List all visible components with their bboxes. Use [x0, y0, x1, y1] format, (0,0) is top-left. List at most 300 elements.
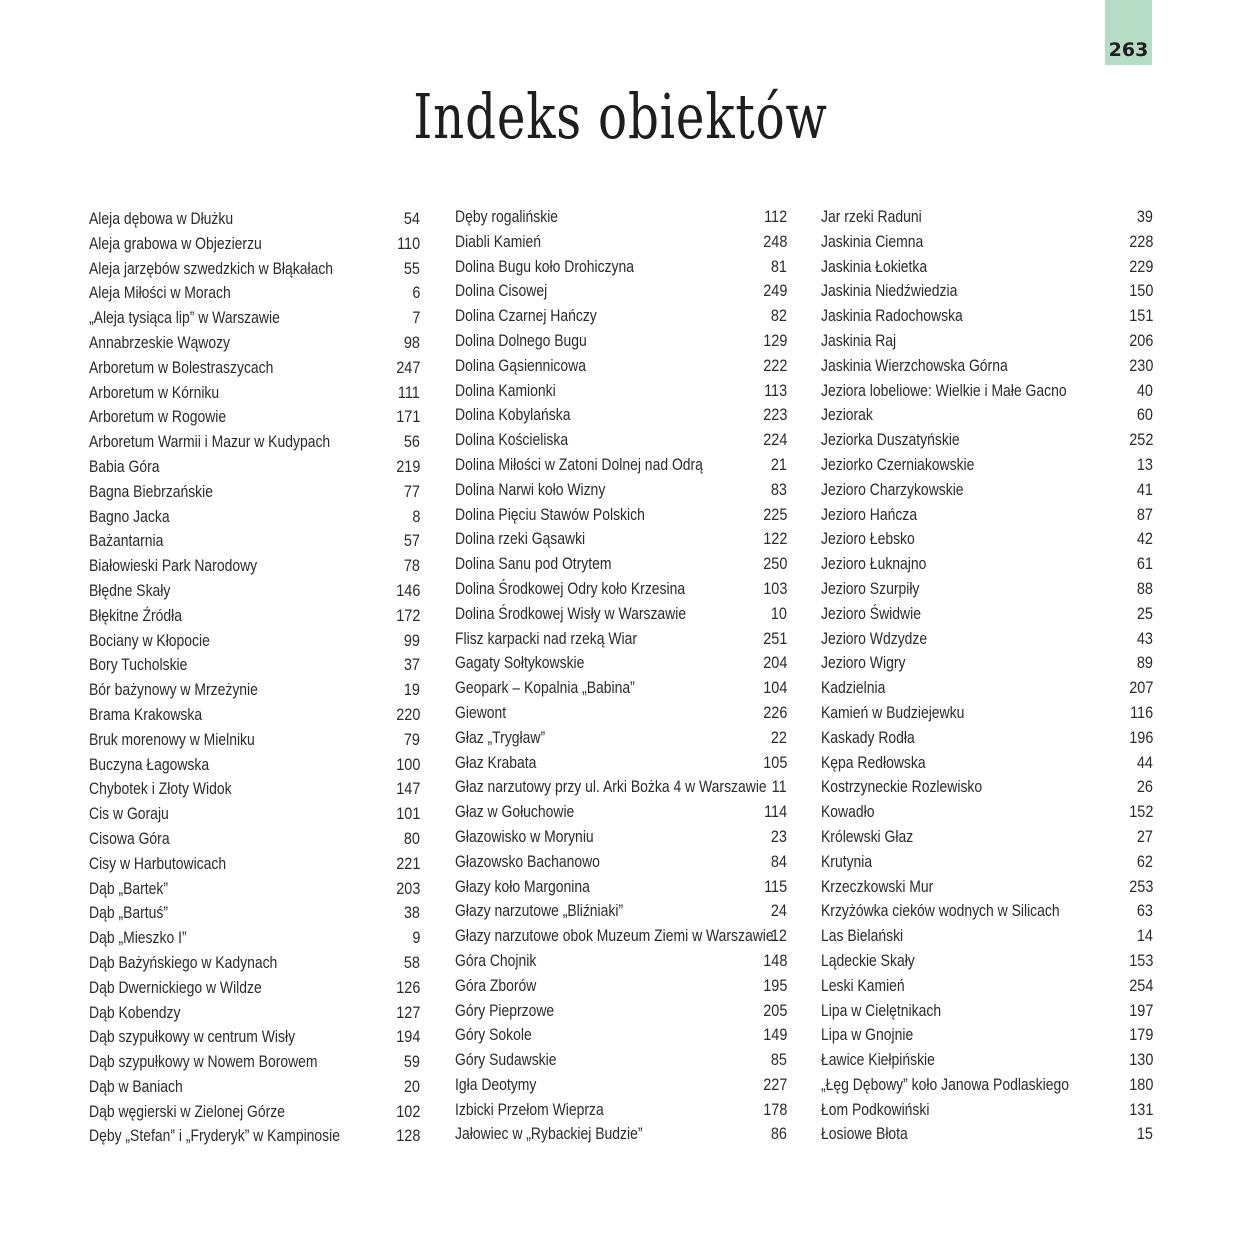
- index-entry-page: 122: [762, 529, 787, 549]
- index-entry-name: Bagno Jacka: [89, 506, 170, 526]
- index-entry-name: Jezioro Łuknajno: [821, 554, 927, 574]
- index-entry-page: 178: [762, 1099, 787, 1119]
- index-entry-name: Głaz narzutowy przy ul. Arki Bożka 4 w Warszawie: [455, 777, 767, 797]
- index-entry: [455, 454, 787, 479]
- index-entry: [89, 729, 420, 754]
- index-entry: [455, 776, 787, 801]
- index-entry-name: Jeziorak: [821, 405, 873, 425]
- index-entry-page: 39: [1136, 207, 1153, 226]
- index-entry-name: Dąb węgierski w Zielonej Górze: [89, 1101, 286, 1121]
- index-entry-page: 22: [770, 727, 787, 747]
- index-entry-name: Jeziorka Duszatyńskie: [821, 430, 960, 450]
- index-entry-name: „Łęg Dębowy” koło Janowa Podlaskiego: [821, 1074, 1069, 1094]
- index-entry: [455, 578, 787, 603]
- index-entry: [89, 530, 420, 555]
- index-entry-page: 114: [763, 802, 787, 822]
- index-entry-name: Jaskinia Raj: [821, 330, 897, 350]
- index-entry-name: Głazy narzutowe „Bliźniaki”: [455, 901, 624, 921]
- index-entry: [89, 704, 420, 729]
- index-entry: [821, 429, 1153, 454]
- index-entry: [89, 233, 420, 258]
- index-entry-name: Głaz Krabata: [455, 752, 537, 772]
- index-entry-page: 179: [1128, 1025, 1153, 1045]
- index-column-3: [821, 206, 1153, 1148]
- index-entry-name: Dolina Kobylańska: [455, 405, 571, 425]
- index-entry-page: 12: [770, 926, 787, 946]
- index-entry-page: 247: [395, 357, 420, 377]
- index-entry-page: 40: [1136, 380, 1153, 400]
- index-entry-page: 230: [1128, 355, 1153, 375]
- index-entry-page: 221: [395, 853, 420, 873]
- index-entry-page: 128: [395, 1126, 420, 1146]
- index-entry-page: 55: [403, 258, 420, 278]
- index-entry-page: 126: [395, 977, 420, 997]
- index-entry-name: Arboretum w Bolestraszycach: [89, 357, 274, 377]
- index-entry-name: Arboretum Warmii i Mazur w Kudypach: [89, 432, 331, 452]
- index-entry-page: 219: [395, 456, 420, 476]
- index-entry-page: 249: [762, 281, 787, 301]
- index-entry-name: Flisz karpacki nad rzeką Wiar: [455, 628, 638, 648]
- index-entry-name: Jezioro Charzykowskie: [821, 479, 964, 499]
- index-entry: [89, 902, 420, 927]
- index-entry: [821, 1123, 1153, 1148]
- index-entry-page: 26: [1136, 777, 1153, 797]
- index-entry-name: Dąb „Mieszko I”: [89, 928, 187, 948]
- index-entry: [821, 776, 1153, 801]
- index-entry: [89, 952, 420, 977]
- index-entry-page: 62: [1136, 851, 1153, 871]
- index-entry-name: Jaskinia Ciemna: [821, 231, 924, 251]
- index-entry-name: Łom Podkowiński: [821, 1099, 930, 1119]
- index-entry: [821, 380, 1153, 405]
- index-entry-name: Dąb Dwernickiego w Wildze: [89, 977, 262, 997]
- index-entry-page: 54: [403, 209, 420, 228]
- index-entry: [89, 406, 420, 431]
- index-entry-page: 248: [762, 231, 787, 251]
- index-entry-page: 21: [770, 454, 787, 474]
- index-entry: [89, 1125, 420, 1150]
- index-entry-page: 220: [395, 704, 420, 724]
- index-entry: [821, 851, 1153, 876]
- index-entry-name: Aleja grabowa w Objezierzu: [89, 233, 262, 253]
- index-entry-name: Jezioro Wdzydze: [821, 628, 928, 648]
- index-entry-page: 13: [1136, 454, 1153, 474]
- index-entry-name: Góry Sudawskie: [455, 1050, 557, 1070]
- index-entry-name: Kaskady Rodła: [821, 727, 915, 747]
- index-entry-name: Dolina Czarnej Hańczy: [455, 306, 597, 326]
- index-entry: [455, 1000, 787, 1025]
- index-entry-page: 171: [395, 407, 420, 427]
- index-entry-name: Bagna Biebrzańskie: [89, 481, 213, 501]
- index-entry-page: 223: [762, 405, 787, 425]
- index-entry: [89, 580, 420, 605]
- index-entry: [89, 1002, 420, 1027]
- index-entry-name: Ławice Kiełpińskie: [821, 1050, 935, 1070]
- index-entry: [89, 456, 420, 481]
- index-entry-page: 42: [1136, 529, 1153, 549]
- index-entry-name: Lipa w Gnojnie: [821, 1025, 914, 1045]
- index-entry: [455, 752, 787, 777]
- index-entry: [89, 977, 420, 1002]
- index-entry-page: 44: [1136, 752, 1153, 772]
- index-entry-page: 252: [1128, 430, 1153, 450]
- index-entry: [455, 1049, 787, 1074]
- index-entry-name: Królewski Głaz: [821, 826, 914, 846]
- index-entry-page: 226: [762, 702, 787, 722]
- index-entry-name: Dolina Gąsiennicowa: [455, 355, 586, 375]
- index-entry: [455, 727, 787, 752]
- index-entry: [821, 900, 1153, 925]
- index-entry-name: Dąb Bażyńskiego w Kadynach: [89, 952, 278, 972]
- index-entry-page: 7: [411, 308, 420, 328]
- index-entry: [821, 305, 1153, 330]
- index-entry: [455, 1074, 787, 1099]
- index-entry: [821, 677, 1153, 702]
- index-entry-name: Głaz w Gołuchowie: [455, 802, 575, 822]
- index-entry-page: 148: [762, 950, 787, 970]
- index-entry: [89, 1076, 420, 1101]
- index-entry-name: Annabrzeskie Wąwozy: [89, 332, 231, 352]
- index-entry-page: 82: [770, 306, 787, 326]
- index-entry: [89, 679, 420, 704]
- index-entry-name: Głazy koło Margonina: [455, 876, 590, 896]
- index-entry: [455, 826, 787, 851]
- index-entry-name: Kowadło: [821, 802, 875, 822]
- index-entry-page: 196: [1128, 727, 1153, 747]
- index-entry: [821, 256, 1153, 281]
- index-entry-name: Dolina Narwi koło Wizny: [455, 479, 606, 499]
- index-entry: [89, 506, 420, 531]
- index-entry: [89, 431, 420, 456]
- index-entry: [455, 528, 787, 553]
- index-entry-name: Góry Pieprzowe: [455, 1000, 555, 1020]
- index-entry-name: Dąb „Bartuś”: [89, 903, 169, 923]
- index-entry-page: 81: [770, 256, 787, 276]
- index-entry-page: 83: [770, 479, 787, 499]
- index-entry-name: Dolina Kamionki: [455, 380, 556, 400]
- index-entry: [89, 654, 420, 679]
- index-entry-name: Dolina Pięciu Stawów Polskich: [455, 504, 645, 524]
- index-entry-page: 38: [403, 903, 420, 923]
- index-entry-name: Bażantarnia: [89, 531, 164, 551]
- index-entry-name: Krutynia: [821, 851, 873, 871]
- index-entry-page: 150: [1128, 281, 1153, 301]
- index-entry-page: 131: [1128, 1099, 1153, 1119]
- index-entry: [455, 1123, 787, 1148]
- index-entry: [455, 702, 787, 727]
- index-entry-page: 88: [1136, 578, 1153, 598]
- index-entry-page: 229: [1128, 256, 1153, 276]
- index-entry: [455, 305, 787, 330]
- index-entry-name: Babia Góra: [89, 456, 160, 476]
- index-entry: [821, 727, 1153, 752]
- index-entry: [821, 801, 1153, 826]
- index-entry: [89, 878, 420, 903]
- index-entry: [89, 1101, 420, 1126]
- index-entry-page: 60: [1136, 405, 1153, 425]
- index-entry-name: Bór bażynowy w Mrzeżynie: [89, 680, 258, 700]
- index-entry-name: Igła Deotymy: [455, 1074, 537, 1094]
- index-entry-page: 57: [403, 531, 420, 551]
- index-entry-page: 129: [762, 330, 787, 350]
- index-entry-page: 227: [762, 1074, 787, 1094]
- index-entry-page: 102: [395, 1101, 420, 1121]
- index-entry: [89, 307, 420, 332]
- index-entry: [89, 605, 420, 630]
- index-entry-name: Góra Chojnik: [455, 950, 537, 970]
- index-entry-name: Jeziora lobeliowe: Wielkie i Małe Gacno: [821, 380, 1067, 400]
- index-entry: [89, 853, 420, 878]
- index-entry-page: 101: [395, 804, 420, 824]
- index-entry: [455, 380, 787, 405]
- index-entry-page: 37: [403, 655, 420, 675]
- index-entry-page: 250: [762, 554, 787, 574]
- index-entry-page: 19: [403, 680, 420, 700]
- index-entry: [455, 801, 787, 826]
- index-entry-name: Cis w Goraju: [89, 804, 169, 824]
- index-entry: [455, 950, 787, 975]
- index-entry: [89, 555, 420, 580]
- index-entry-page: 15: [1136, 1124, 1153, 1144]
- index-entry-name: Leski Kamień: [821, 975, 905, 995]
- index-entry-name: Cisowa Góra: [89, 828, 170, 848]
- index-entry: [821, 702, 1153, 727]
- index-entry-page: 203: [395, 878, 420, 898]
- index-entry-page: 111: [398, 382, 420, 402]
- index-entry: [821, 578, 1153, 603]
- index-entry: [821, 652, 1153, 677]
- index-entry-name: Kępa Redłowska: [821, 752, 926, 772]
- index-entry-name: Aleja Miłości w Morach: [89, 283, 231, 303]
- index-entry-page: 85: [770, 1050, 787, 1070]
- index-entry: [89, 282, 420, 307]
- index-entry-name: Jaskinia Łokietka: [821, 256, 928, 276]
- index-entry-page: 10: [770, 603, 787, 623]
- index-entry-name: Izbicki Przełom Wieprza: [455, 1099, 604, 1119]
- index-entry-name: Dęby „Stefan” i „Fryderyk” w Kampinosie: [89, 1126, 340, 1146]
- index-entry-page: 151: [1128, 306, 1153, 326]
- index-entry-name: Dolina Środkowej Odry koło Krzesina: [455, 578, 686, 598]
- index-entry-name: Dolina Miłości w Zatoni Dolnej nad Odrą: [455, 454, 703, 474]
- index-entry: [455, 280, 787, 305]
- index-column-2: [455, 206, 787, 1148]
- index-entry-page: 56: [403, 432, 420, 452]
- index-entry-page: 98: [403, 332, 420, 352]
- index-entry-name: Chybotek i Złoty Widok: [89, 779, 232, 799]
- index-entry-page: 130: [1128, 1050, 1153, 1070]
- index-entry-name: Bruk morenowy w Mielniku: [89, 729, 255, 749]
- index-entry-name: Brama Krakowska: [89, 704, 203, 724]
- index-entry: [821, 826, 1153, 851]
- index-column-1: [89, 208, 420, 1150]
- index-entry-name: Krzeczkowski Mur: [821, 876, 934, 896]
- index-entry-page: 115: [763, 876, 787, 896]
- index-entry: [89, 357, 420, 382]
- index-entry-page: 112: [763, 207, 787, 226]
- index-entry: [821, 925, 1153, 950]
- index-entry-page: 6: [411, 283, 420, 303]
- index-entry: [455, 330, 787, 355]
- index-entry-name: Jezioro Hańcza: [821, 504, 918, 524]
- index-entry-page: 84: [770, 851, 787, 871]
- index-entry-page: 43: [1136, 628, 1153, 648]
- index-entry-page: 222: [762, 355, 787, 375]
- index-entry-page: 251: [762, 628, 787, 648]
- index-entry: [821, 628, 1153, 653]
- index-entry-page: 87: [1136, 504, 1153, 524]
- index-entry: [89, 258, 420, 283]
- index-entry: [821, 206, 1153, 231]
- index-entry-name: Kadzielnia: [821, 678, 886, 698]
- index-entry: [89, 382, 420, 407]
- index-entry-page: 24: [770, 901, 787, 921]
- index-entry-page: 147: [395, 779, 420, 799]
- index-entry-name: Jaskinia Wierzchowska Górna: [821, 355, 1008, 375]
- index-entry-name: Gagaty Sołtykowskie: [455, 653, 585, 673]
- index-entry-name: Buczyna Łagowska: [89, 754, 210, 774]
- index-entry-page: 104: [762, 678, 787, 698]
- index-entry: [821, 231, 1153, 256]
- index-entry-name: Dąb Kobendzy: [89, 1002, 181, 1022]
- index-entry: [455, 429, 787, 454]
- index-entry-page: 197: [1128, 1000, 1153, 1020]
- index-entry: [821, 280, 1153, 305]
- index-entry-page: 149: [762, 1025, 787, 1045]
- index-entry-name: Góra Zborów: [455, 975, 537, 995]
- index-entry-name: Białowieski Park Narodowy: [89, 556, 258, 576]
- index-entry-page: 27: [1136, 826, 1153, 846]
- index-entry-page: 41: [1136, 479, 1153, 499]
- index-entry-name: Aleja jarzębów szwedzkich w Błąkałach: [89, 258, 334, 278]
- index-entry: [821, 355, 1153, 380]
- index-entry-name: Jaskinia Niedźwiedzia: [821, 281, 958, 301]
- index-entry: [89, 927, 420, 952]
- index-entry: [89, 778, 420, 803]
- index-entry-page: 204: [762, 653, 787, 673]
- index-entry: [821, 975, 1153, 1000]
- index-entry-page: 113: [763, 380, 787, 400]
- index-entry: [89, 1026, 420, 1051]
- index-entry-page: 194: [395, 1027, 420, 1047]
- index-entry-name: Głazowisko w Moryniu: [455, 826, 594, 846]
- index-entry: [455, 355, 787, 380]
- index-entry: [455, 900, 787, 925]
- index-entry-name: Aleja dębowa w Dłużku: [89, 209, 234, 228]
- index-entry-page: 206: [1128, 330, 1153, 350]
- index-entry: [821, 330, 1153, 355]
- index-entry-name: Dąb szypułkowy w Nowem Borowem: [89, 1052, 318, 1072]
- index-entry: [455, 479, 787, 504]
- index-entry: [821, 504, 1153, 529]
- index-entry: [89, 630, 420, 655]
- index-entry-name: Dąb „Bartek”: [89, 878, 169, 898]
- index-entry-page: 86: [770, 1124, 787, 1144]
- index-entry-name: Jezioro Wigry: [821, 653, 906, 673]
- index-entry-name: Błękitne Źródła: [89, 605, 182, 625]
- index-entry-name: Jezioro Łebsko: [821, 529, 915, 549]
- index-entry-page: 228: [1128, 231, 1153, 251]
- index-entry-name: Dolina Kościeliska: [455, 430, 569, 450]
- index-entry-name: Giewont: [455, 702, 507, 722]
- index-entry-name: Geopark – Kopalnia „Babina”: [455, 678, 635, 698]
- index-entry: [821, 454, 1153, 479]
- index-entry-page: 61: [1136, 554, 1153, 574]
- index-entry-page: 180: [1128, 1074, 1153, 1094]
- index-entry-page: 254: [1128, 975, 1153, 995]
- index-entry-page: 63: [1136, 901, 1153, 921]
- index-entry-name: Arboretum w Rogowie: [89, 407, 227, 427]
- index-entry-page: 59: [403, 1052, 420, 1072]
- index-entry-name: Błędne Skały: [89, 580, 171, 600]
- index-entry-name: Łosiowe Błota: [821, 1124, 908, 1144]
- index-entry: [455, 925, 787, 950]
- index-entry-name: Krzyżówka cieków wodnych w Silicach: [821, 901, 1060, 921]
- index-entry-name: Kostrzyneckie Rozlewisko: [821, 777, 983, 797]
- index-entry: [455, 1099, 787, 1124]
- index-entry-name: Cisy w Harbutowicach: [89, 853, 227, 873]
- index-entry: [455, 504, 787, 529]
- index-entry-page: 195: [762, 975, 787, 995]
- index-entry: [455, 553, 787, 578]
- index-entry: [455, 603, 787, 628]
- index-entry: [455, 876, 787, 901]
- index-entry-name: Jar rzeki Raduni: [821, 207, 922, 226]
- page-title: Indeks obiektów: [413, 80, 828, 153]
- index-entry-page: 146: [395, 580, 420, 600]
- index-entry: [455, 256, 787, 281]
- index-entry: [455, 975, 787, 1000]
- index-entry-name: Dolina Dolnego Bugu: [455, 330, 587, 350]
- index-entry: [821, 479, 1153, 504]
- index-entry-page: 153: [1128, 950, 1153, 970]
- index-entry-page: 224: [762, 430, 787, 450]
- index-entry-page: 14: [1136, 926, 1153, 946]
- index-entry-page: 172: [395, 605, 420, 625]
- index-entry-name: Jeziorko Czerniakowskie: [821, 454, 975, 474]
- index-entry: [821, 603, 1153, 628]
- index-entry-page: 152: [1128, 802, 1153, 822]
- index-entry-page: 20: [403, 1076, 420, 1096]
- index-entry: [89, 332, 420, 357]
- index-entry-page: 110: [396, 233, 420, 253]
- index-entry-name: Głazy narzutowe obok Muzeum Ziemi w Warszawie: [455, 926, 774, 946]
- index-entry: [821, 553, 1153, 578]
- index-entry-page: 207: [1128, 678, 1153, 698]
- index-entry-page: 105: [762, 752, 787, 772]
- index-entry-page: 77: [403, 481, 420, 501]
- index-entry-name: Arboretum w Kórniku: [89, 382, 220, 402]
- index-entry: [821, 404, 1153, 429]
- index-entry-name: Diabli Kamień: [455, 231, 542, 251]
- index-entry-name: Głaz „Trygław”: [455, 727, 546, 747]
- index-entry: [821, 876, 1153, 901]
- index-entry: [89, 803, 420, 828]
- index-entry: [455, 1024, 787, 1049]
- index-entry: [455, 652, 787, 677]
- index-entry-name: Dolina Cisowej: [455, 281, 548, 301]
- index-entry: [89, 481, 420, 506]
- index-entry-name: Dąb szypułkowy w centrum Wisły: [89, 1027, 296, 1047]
- index-entry-name: Dolina Sanu pod Otrytem: [455, 554, 612, 574]
- index-entry: [821, 1024, 1153, 1049]
- index-entry-page: 127: [395, 1002, 420, 1022]
- index-entry-page: 89: [1136, 653, 1153, 673]
- index-entry: [821, 1099, 1153, 1124]
- index-entry-name: Lądeckie Skały: [821, 950, 915, 970]
- index-entry: [821, 752, 1153, 777]
- index-entry-name: Dolina Środkowej Wisły w Warszawie: [455, 603, 687, 623]
- index-entry: [455, 628, 787, 653]
